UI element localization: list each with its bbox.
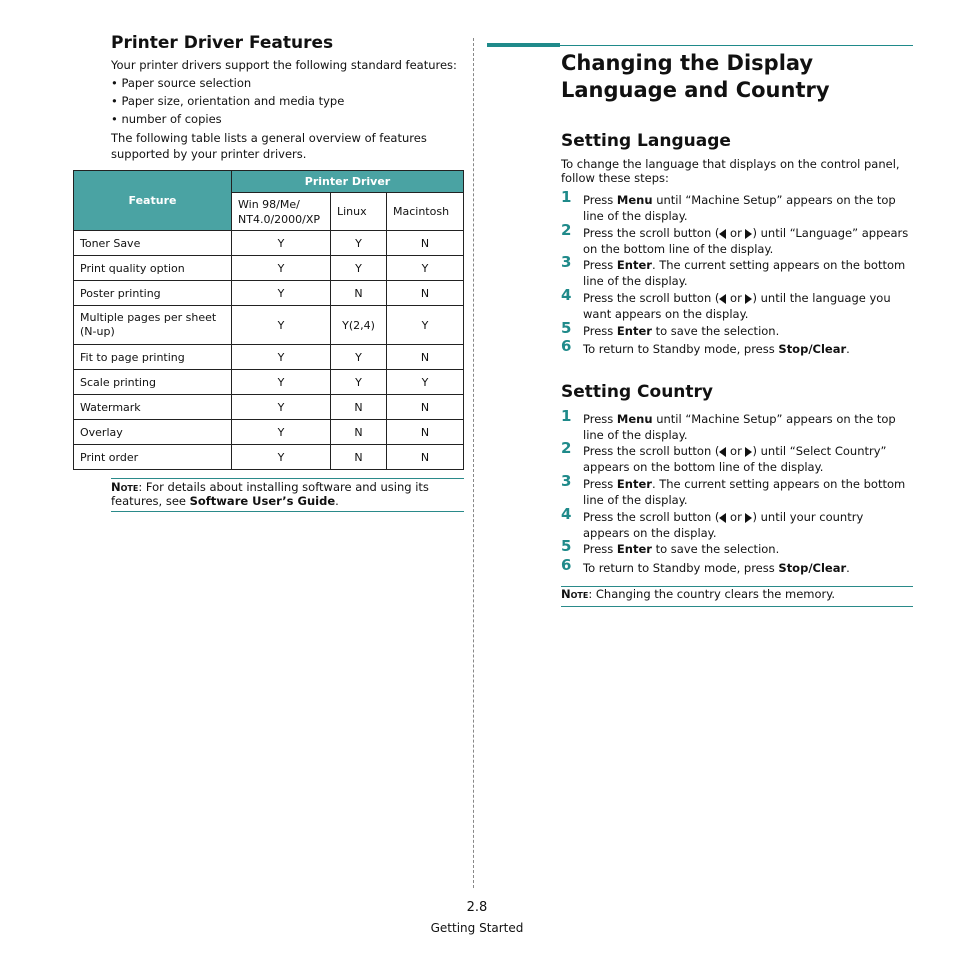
win-cell: Y: [232, 345, 331, 370]
step-text: Press: [583, 412, 617, 426]
step-text: Press the scroll button (: [583, 444, 720, 458]
chapter-name: Getting Started: [430, 921, 524, 935]
title-accent-bar: [487, 43, 560, 47]
table-row: [74, 231, 464, 256]
mac-cell: N: [387, 231, 464, 256]
section-heading-setting-language: Setting Language: [561, 131, 731, 151]
language-step-2: [561, 221, 913, 257]
section-heading-printer-driver-features: Printer Driver Features: [111, 33, 334, 53]
step-text: Press the scroll button (: [583, 291, 720, 305]
step-number: 5: [561, 319, 572, 337]
feature-cell: Toner Save: [74, 231, 232, 256]
win-cell: Y: [232, 420, 331, 445]
step-key: Enter: [616, 324, 652, 338]
feature-cell: Print quality option: [74, 256, 232, 281]
step-text: ) until “Select Country” appears on the bottom line of the display.: [583, 444, 887, 474]
step-text: to save the selection.: [651, 324, 780, 338]
step-text: to save the selection.: [651, 542, 780, 556]
table-row: [74, 420, 464, 445]
table-row: [74, 445, 464, 470]
step-text: Press: [583, 477, 617, 491]
step-key: Stop/Clear: [778, 561, 847, 575]
table-row: [74, 281, 464, 306]
step-key: Stop/Clear: [778, 342, 847, 356]
step-number: 4: [561, 286, 572, 304]
note-period: .: [335, 494, 339, 508]
mac-cell: N: [387, 281, 464, 306]
note-label: Note: [561, 587, 589, 601]
language-intro: To change the language that displays on the control panel, follow these steps:: [561, 157, 900, 185]
country-step-3: [561, 472, 913, 508]
linux-cell: Y: [331, 256, 387, 281]
feature-cell: Poster printing: [74, 281, 232, 306]
country-step-1: [561, 407, 913, 443]
step-text: or: [726, 444, 746, 458]
section-heading-setting-country: Setting Country: [561, 382, 713, 402]
win-cell: Y: [232, 395, 331, 420]
feature-header: Feature: [74, 171, 232, 231]
step-key: Menu: [616, 193, 653, 207]
step-text: .: [846, 561, 850, 575]
step-number: 5: [561, 537, 572, 555]
win-cell: Y: [232, 370, 331, 395]
country-step-6: [561, 556, 913, 576]
step-text: ) until “Language” appears on the bottom line of the display.: [583, 226, 909, 256]
page-number: 2.8: [466, 900, 488, 915]
language-step-1: [561, 188, 913, 224]
country-step-4: [561, 505, 913, 541]
note-rule-top: [111, 478, 464, 479]
step-text: To return to Standby mode, press: [583, 561, 779, 575]
win-cell: Y: [232, 256, 331, 281]
step-number: 2: [561, 221, 572, 239]
language-step-4: [561, 286, 913, 322]
feature-cell: Print order: [74, 445, 232, 470]
win-cell: Y: [232, 445, 331, 470]
language-step-6: [561, 337, 913, 357]
bullet-paper-source: • Paper source selection: [111, 76, 252, 90]
note-text: : Changing the country clears the memory.: [588, 587, 836, 601]
note-software: [111, 480, 461, 508]
step-text: Press: [583, 258, 617, 272]
step-number: 2: [561, 439, 572, 457]
step-key: Enter: [616, 258, 652, 272]
win-cell: Y: [232, 306, 331, 345]
note-guide-name: Software User’s Guide: [189, 494, 336, 508]
step-text: until “Machine Setup” appears on the top line of the display.: [583, 193, 896, 223]
step-text: Press the scroll button (: [583, 226, 720, 240]
step-text: Press: [583, 324, 617, 338]
linux-cell: N: [331, 395, 387, 420]
bullet-paper-size: • Paper size, orientation and media type: [111, 94, 345, 108]
note-rule-bottom: [111, 511, 464, 512]
step-number: 6: [561, 556, 572, 574]
table-intro: The following table lists a general overview of features supported by your printer drivers.: [111, 131, 427, 161]
step-text: Press: [583, 542, 617, 556]
step-text: .: [846, 342, 850, 356]
feature-table: [73, 170, 464, 470]
step-text: until “Machine Setup” appears on the top line of the display.: [583, 412, 896, 442]
feature-cell: Scale printing: [74, 370, 232, 395]
table-row: [74, 395, 464, 420]
mac-cell: N: [387, 345, 464, 370]
feature-cell: Fit to page printing: [74, 345, 232, 370]
step-number: 1: [561, 188, 572, 206]
step-text: or: [726, 510, 746, 524]
step-number: 3: [561, 472, 572, 490]
column-divider: [473, 38, 474, 888]
language-step-5: [561, 319, 913, 339]
step-text: ) until the language you want appears on the display.: [583, 291, 891, 321]
table-row: [74, 256, 464, 281]
bullet-copies: • number of copies: [111, 112, 222, 126]
win-cell: Y: [232, 281, 331, 306]
linux-cell: N: [331, 420, 387, 445]
note-label: Note: [111, 480, 139, 494]
step-text: Press: [583, 193, 617, 207]
linux-cell: Y: [331, 231, 387, 256]
win-cell: Y: [232, 231, 331, 256]
mac-cell: N: [387, 445, 464, 470]
intro-text: Your printer drivers support the following standard features:: [111, 58, 457, 72]
step-number: 3: [561, 253, 572, 271]
col-header-macintosh: Macintosh: [387, 193, 464, 231]
linux-cell: N: [331, 281, 387, 306]
table-row: [74, 370, 464, 395]
step-text: or: [726, 291, 746, 305]
note-text: : For details about installing software and using its features, see: [111, 480, 429, 508]
step-number: 1: [561, 407, 572, 425]
country-step-2: [561, 439, 913, 475]
step-key: Enter: [616, 477, 652, 491]
step-key: Enter: [616, 542, 652, 556]
page-title: Changing the Display Language and Country: [561, 51, 830, 102]
linux-cell: N: [331, 445, 387, 470]
printer-driver-header: Printer Driver: [232, 171, 464, 193]
mac-cell: Y: [387, 370, 464, 395]
country-step-5: [561, 537, 913, 557]
step-text: To return to Standby mode, press: [583, 342, 779, 356]
step-number: 4: [561, 505, 572, 523]
feature-cell: Overlay: [74, 420, 232, 445]
mac-cell: Y: [387, 256, 464, 281]
language-step-3: [561, 253, 913, 289]
mac-cell: N: [387, 420, 464, 445]
step-text: . The current setting appears on the bottom line of the display.: [583, 477, 906, 507]
step-text: . The current setting appears on the bottom line of the display.: [583, 258, 906, 288]
table-row: [74, 345, 464, 370]
title-rule: [560, 45, 913, 46]
feature-cell: Watermark: [74, 395, 232, 420]
step-text: Press the scroll button (: [583, 510, 720, 524]
linux-cell: Y: [331, 345, 387, 370]
step-key: Menu: [616, 412, 653, 426]
col-header-windows: Win 98/Me/ NT4.0/2000/XP: [232, 193, 331, 231]
step-text: or: [726, 226, 746, 240]
col-header-linux: Linux: [331, 193, 387, 231]
linux-cell: Y(2,4): [331, 306, 387, 345]
linux-cell: Y: [331, 370, 387, 395]
step-number: 6: [561, 337, 572, 355]
table-row: [74, 306, 464, 345]
mac-cell: N: [387, 395, 464, 420]
feature-cell: Multiple pages per sheet (N-up): [74, 306, 232, 345]
step-text: ) until your country appears on the display.: [583, 510, 864, 540]
mac-cell: Y: [387, 306, 464, 345]
note-country-memory: [561, 587, 913, 601]
country-note-rule-bottom: [561, 606, 913, 607]
